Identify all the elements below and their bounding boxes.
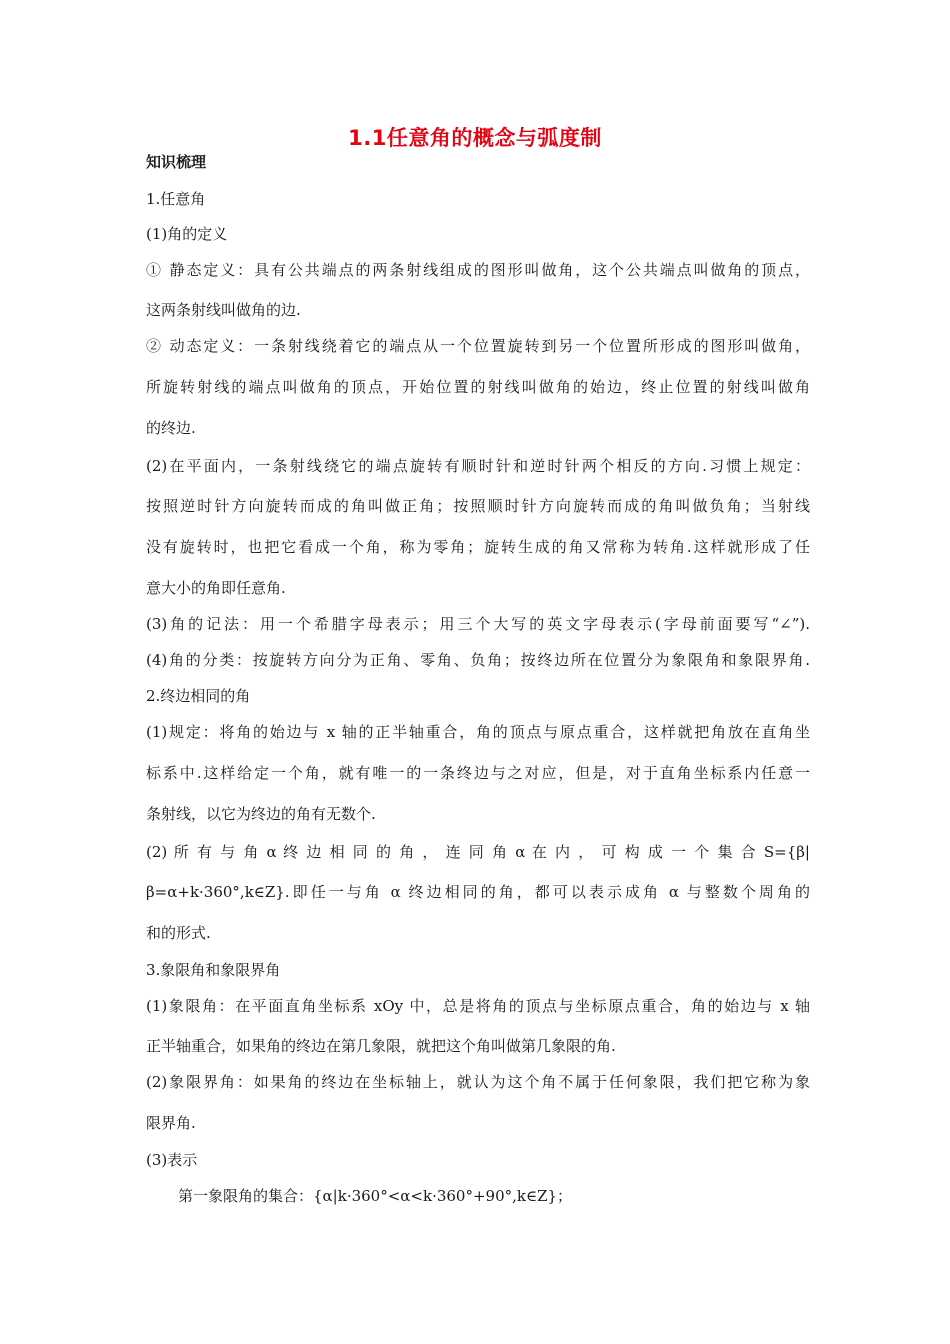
paragraph-line: 意大小的角即任意角. [146, 579, 286, 597]
paragraph-line: 和的形式. [146, 924, 211, 942]
paragraph-line: (4)角的分类：按旋转方向分为正角、零角、负角；按终边所在位置分为象限角和象限界角. [146, 651, 810, 669]
paragraph-line: 第一象限角的集合：{α|k·360°<α<k·360°+90°,k∈Z}； [178, 1187, 573, 1205]
section-heading: 知识梳理 [146, 153, 207, 171]
paragraph-line: (2)在平面内，一条射线绕它的端点旋转有顺时针和逆时针两个相反的方向.习惯上规定： [146, 457, 810, 475]
paragraph-line: (2) 所 有 与 角 α 终 边 相 同 的 角 ， 连 同 角 α 在 内 ， 可 构 成 一 个 集 合 S={β| [146, 843, 810, 861]
paragraph-line: (2)象限界角：如果角的终边在坐标轴上，就认为这个角不属于任何象限，我们把它称为象 [146, 1073, 810, 1091]
paragraph-line: (1)象限角：在平面直角坐标系 xOy 中，总是将角的顶点与坐标原点重合，角的始边与 x 轴 [146, 997, 810, 1015]
paragraph-line: 限界角. [146, 1114, 196, 1132]
subsection-heading: 3.象限角和象限界角 [146, 961, 281, 979]
paragraph-line: ② 动态定义：一条射线绕着它的端点从一个位置旋转到另一个位置所形成的图形叫做角， [146, 337, 810, 355]
paragraph-line: 所旋转射线的端点叫做角的顶点，开始位置的射线叫做角的始边，终止位置的射线叫做角 [146, 378, 810, 396]
paragraph-line: 标系中.这样给定一个角，就有唯一的一条终边与之对应，但是，对于直角坐标系内任意一 [146, 764, 810, 782]
paragraph-line: (1)规定：将角的始边与 x 轴的正半轴重合，角的顶点与原点重合，这样就把角放在直角坐 [146, 723, 810, 741]
document-title: 1.1任意角的概念与弧度制 [348, 126, 602, 150]
paragraph-line: 条射线，以它为终边的角有无数个. [146, 805, 376, 823]
paragraph-line: 按照逆时针方向旋转而成的角叫做正角；按照顺时针方向旋转而成的角叫做负角；当射线 [146, 497, 810, 515]
paragraph-line: 的终边. [146, 419, 196, 437]
paragraph-line: (3)角的记法：用一个希腊字母表示；用三个大写的英文字母表示(字母前面要写“∠”). [146, 615, 810, 633]
paragraph-line: ① 静态定义：具有公共端点的两条射线组成的图形叫做角，这个公共端点叫做角的顶点， [146, 261, 810, 279]
paragraph-line: (1)角的定义 [146, 225, 228, 243]
subsection-heading: 1.任意角 [146, 190, 206, 208]
paragraph-line: 没有旋转时，也把它看成一个角，称为零角；旋转生成的角又常称为转角.这样就形成了任 [146, 538, 810, 556]
paragraph-line: (3)表示 [146, 1151, 198, 1169]
paragraph-line: β=α+k·360°,k∈Z}.即任一与角 α 终边相同的角，都可以表示成角 α 与整数个周角的 [146, 883, 810, 901]
paragraph-line: 这两条射线叫做角的边. [146, 301, 301, 319]
subsection-heading: 2.终边相同的角 [146, 687, 251, 705]
paragraph-line: 正半轴重合，如果角的终边在第几象限，就把这个角叫做第几象限的角. [146, 1037, 616, 1055]
